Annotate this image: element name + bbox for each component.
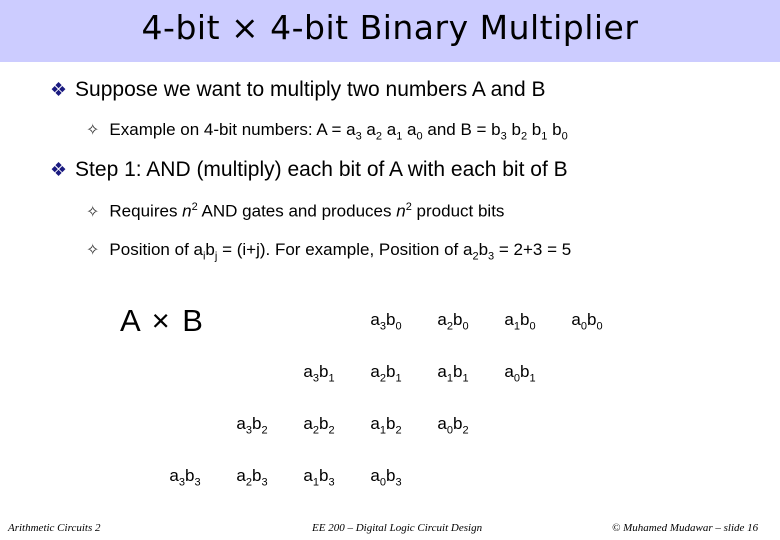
cell-subscript: 1 <box>529 372 536 385</box>
subscript: 0 <box>416 130 423 143</box>
cell-subscript: 1 <box>312 476 319 489</box>
italic-n: n <box>182 201 192 221</box>
sub-text: product bits <box>411 201 505 221</box>
bullet-2-sub-1 <box>86 201 504 222</box>
cell-subscript: 1 <box>328 372 335 385</box>
cell-text: a <box>303 466 313 485</box>
cell-text: b <box>520 310 530 329</box>
partial-product-cell <box>490 310 550 332</box>
cell-subscript: 0 <box>462 320 469 333</box>
cell-subscript: 3 <box>328 476 335 489</box>
cell-subscript: 0 <box>446 424 453 437</box>
bullet-1-text: Suppose we want to multiply two numbers A and B <box>75 78 546 101</box>
cell-subscript: 3 <box>245 424 252 437</box>
bullet-1-sub-1 <box>86 120 568 142</box>
diamond-bullet-icon: ❖ <box>50 80 68 101</box>
superscript: 2 <box>405 201 412 213</box>
cell-subscript: 0 <box>513 372 520 385</box>
cell-text: b <box>319 414 329 433</box>
cell-text: a <box>169 466 179 485</box>
cell-text: a <box>303 414 313 433</box>
cell-text: b <box>587 310 597 329</box>
cell-subscript: 0 <box>529 320 536 333</box>
cell-text: b <box>453 310 463 329</box>
cell-text: a <box>303 362 313 381</box>
cell-subscript: 3 <box>312 372 319 385</box>
star-bullet-icon: ✧ <box>86 242 100 259</box>
star-bullet-icon: ✧ <box>86 203 100 221</box>
cell-subscript: 3 <box>379 320 386 333</box>
partial-product-cell <box>356 414 416 436</box>
subscript: 0 <box>561 130 568 143</box>
cell-subscript: 2 <box>312 424 319 437</box>
cell-text: b <box>386 414 396 433</box>
cell-text: b <box>252 414 262 433</box>
sub-text: Position of a <box>109 240 203 259</box>
subscript: 3 <box>355 130 362 143</box>
sub-text: AND gates and produces <box>197 201 397 221</box>
cell-text: b <box>319 362 329 381</box>
partial-product-cell <box>423 414 483 436</box>
star-bullet-icon: ✧ <box>86 122 100 139</box>
cell-text: b <box>252 466 262 485</box>
cell-text: a <box>437 310 447 329</box>
partial-product-cell <box>356 362 416 384</box>
cell-subscript: 2 <box>379 372 386 385</box>
cell-text: a <box>370 362 380 381</box>
cell-subscript: 3 <box>261 476 268 489</box>
cell-text: a <box>370 466 380 485</box>
cell-text: a <box>437 362 447 381</box>
cell-text: a <box>437 414 447 433</box>
partial-product-cell <box>490 362 550 384</box>
sub-text: a <box>402 120 417 139</box>
cell-subscript: 1 <box>395 372 402 385</box>
cell-text: b <box>386 362 396 381</box>
sub-text: Requires <box>109 201 183 221</box>
cell-text: a <box>370 414 380 433</box>
title-bar <box>0 0 780 62</box>
bullet-2 <box>50 158 568 182</box>
footer-left: Arithmetic Circuits 2 <box>8 522 101 534</box>
partial-product-cell <box>155 466 215 488</box>
bullet-1 <box>50 78 545 102</box>
subscript: 3 <box>500 130 507 143</box>
cell-subscript: 0 <box>379 476 386 489</box>
cell-subscript: 1 <box>446 372 453 385</box>
slide-title: 4-bit × 4-bit Binary Multiplier <box>141 8 639 47</box>
cell-text: a <box>571 310 581 329</box>
sub-text: a <box>382 120 397 139</box>
subscript: i <box>202 250 206 263</box>
cell-text: b <box>453 362 463 381</box>
cell-subscript: 2 <box>245 476 252 489</box>
sub-text: b <box>547 120 562 139</box>
subscript: 2 <box>520 130 528 143</box>
bullet-2-text: Step 1: AND (multiply) each bit of A with each bit of B <box>75 158 568 181</box>
cell-subscript: 0 <box>395 320 402 333</box>
subscript: j <box>214 250 218 263</box>
partial-product-cell <box>356 310 416 332</box>
sub-text: b <box>205 240 215 259</box>
cell-subscript: 1 <box>462 372 469 385</box>
cell-text: a <box>236 414 246 433</box>
subscript: 3 <box>488 250 495 263</box>
subscript: 1 <box>541 130 548 143</box>
cell-text: a <box>504 310 514 329</box>
subscript: 2 <box>375 130 383 143</box>
cell-subscript: 2 <box>462 424 469 437</box>
diamond-bullet-icon: ❖ <box>50 160 68 181</box>
partial-product-cell <box>222 414 282 436</box>
sub-text: and B = b <box>422 120 501 139</box>
sub-text: = (i+j). For example, Position of a <box>217 240 473 259</box>
cell-text: b <box>185 466 195 485</box>
superscript: 2 <box>191 201 198 213</box>
footer-center: EE 200 – Digital Logic Circuit Design <box>312 522 483 534</box>
cell-subscript: 2 <box>395 424 402 437</box>
partial-product-cell <box>356 466 416 488</box>
partial-product-cell <box>557 310 617 332</box>
sub-text: a <box>361 120 376 139</box>
cell-subscript: 0 <box>596 320 603 333</box>
cell-subscript: 3 <box>194 476 201 489</box>
bullet-2-sub-2 <box>86 240 571 262</box>
cell-subscript: 1 <box>379 424 386 437</box>
cell-text: a <box>370 310 380 329</box>
partial-product-cell <box>423 310 483 332</box>
cell-text: a <box>236 466 246 485</box>
cell-text: b <box>386 466 396 485</box>
cell-subscript: 0 <box>580 320 587 333</box>
sub-text: b <box>506 120 521 139</box>
cell-subscript: 2 <box>446 320 453 333</box>
cell-text: a <box>504 362 514 381</box>
cell-text: b <box>520 362 530 381</box>
italic-n: n <box>396 201 406 221</box>
sub-text: b <box>478 240 489 259</box>
partial-product-cell <box>222 466 282 488</box>
subscript: 2 <box>472 250 479 263</box>
cell-text: b <box>453 414 463 433</box>
cell-subscript: 2 <box>328 424 335 437</box>
cell-subscript: 3 <box>395 476 402 489</box>
a-times-b-label: A × B <box>120 303 205 338</box>
cell-subscript: 3 <box>178 476 185 489</box>
cell-subscript: 2 <box>261 424 268 437</box>
sub-text: Example on 4-bit numbers: A = a <box>109 120 356 139</box>
cell-subscript: 1 <box>513 320 520 333</box>
sub-text: = 2+3 = 5 <box>494 240 572 259</box>
partial-product-cell <box>289 466 349 488</box>
cell-text: b <box>319 466 329 485</box>
partial-product-cell <box>289 414 349 436</box>
cell-text: b <box>386 310 396 329</box>
subscript: 1 <box>396 130 403 143</box>
sub-text: b <box>527 120 542 139</box>
partial-product-cell <box>423 362 483 384</box>
footer-right: © Muhamed Mudawar – slide 16 <box>612 522 759 534</box>
partial-product-cell <box>289 362 349 384</box>
